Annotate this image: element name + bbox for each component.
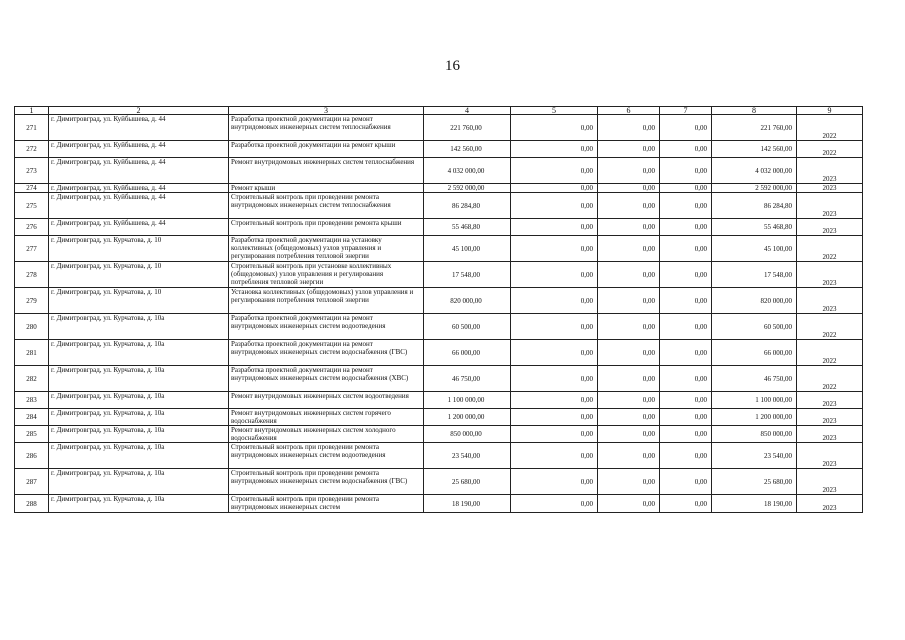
row-number: 279: [15, 288, 49, 314]
amount-cell: 0,00: [660, 392, 712, 409]
address-cell: г. Димитровград, ул. Курчатова, д. 10: [49, 288, 229, 314]
work-description-cell: Строительный контроль при проведении ремонта внутридомовых инженерных систем водоснабжения (ГВС): [229, 469, 424, 495]
table-row: [15, 288, 863, 314]
amount-cell: 0,00: [511, 469, 598, 495]
amount-cell: 0,00: [511, 443, 598, 469]
total-cost-cell: 4 032 000,00: [424, 158, 511, 184]
table-row: [15, 314, 863, 340]
year-cell: 2023: [797, 193, 863, 219]
table-row: [15, 184, 863, 193]
amount-cell: 0,00: [660, 495, 712, 513]
year-cell: 2022: [797, 314, 863, 340]
row-number: 281: [15, 340, 49, 366]
amount-cell: 46 750,00: [712, 366, 797, 392]
amount-cell: 0,00: [660, 366, 712, 392]
amount-cell: 0,00: [511, 141, 598, 158]
header-cell: 8: [712, 107, 797, 115]
row-number: 282: [15, 366, 49, 392]
amount-cell: 0,00: [511, 158, 598, 184]
table-row: [15, 443, 863, 469]
table-body: [15, 107, 863, 513]
work-description-cell: Ремонт внутридомовых инженерных систем холодного водоснабжения: [229, 426, 424, 443]
row-number: 288: [15, 495, 49, 513]
address-cell: г. Димитровград, ул. Куйбышева, д. 44: [49, 184, 229, 193]
row-number: 287: [15, 469, 49, 495]
year-cell: 2023: [797, 443, 863, 469]
amount-cell: 0,00: [598, 469, 660, 495]
amount-cell: 0,00: [511, 314, 598, 340]
row-number: 271: [15, 115, 49, 141]
work-description-cell: Строительный контроль при проведении ремонта крыши: [229, 219, 424, 236]
work-description-cell: Ремонт внутридомовых инженерных систем теплоснабжения: [229, 158, 424, 184]
table-row: [15, 158, 863, 184]
total-cost-cell: 45 100,00: [424, 236, 511, 262]
header-cell: 3: [229, 107, 424, 115]
amount-cell: 221 760,00: [712, 115, 797, 141]
total-cost-cell: 55 468,80: [424, 219, 511, 236]
amount-cell: 0,00: [511, 340, 598, 366]
amount-cell: 0,00: [598, 236, 660, 262]
amount-cell: 0,00: [598, 193, 660, 219]
address-cell: г. Димитровград, ул. Курчатова, д. 10а: [49, 314, 229, 340]
total-cost-cell: 1 100 000,00: [424, 392, 511, 409]
total-cost-cell: 60 500,00: [424, 314, 511, 340]
amount-cell: 0,00: [660, 288, 712, 314]
address-cell: г. Димитровград, ул. Куйбышева, д. 44: [49, 158, 229, 184]
amount-cell: 0,00: [660, 469, 712, 495]
total-cost-cell: 46 750,00: [424, 366, 511, 392]
table-row: [15, 236, 863, 262]
total-cost-cell: 86 284,80: [424, 193, 511, 219]
amount-cell: 0,00: [660, 193, 712, 219]
year-cell: 2023: [797, 158, 863, 184]
header-cell: 7: [660, 107, 712, 115]
address-cell: г. Димитровград, ул. Куйбышева, д. 44: [49, 219, 229, 236]
amount-cell: 0,00: [660, 426, 712, 443]
work-description-cell: Разработка проектной документации на ремонт крыши: [229, 141, 424, 158]
table-row: [15, 366, 863, 392]
amount-cell: 0,00: [598, 443, 660, 469]
address-cell: г. Димитровград, ул. Курчатова, д. 10а: [49, 495, 229, 513]
address-cell: г. Димитровград, ул. Куйбышева, д. 44: [49, 193, 229, 219]
amount-cell: 0,00: [511, 262, 598, 288]
work-description-cell: Разработка проектной документации на ремонт внутридомовых инженерных систем водоотведения: [229, 314, 424, 340]
total-cost-cell: 66 000,00: [424, 340, 511, 366]
row-number: 278: [15, 262, 49, 288]
total-cost-cell: 18 190,00: [424, 495, 511, 513]
year-cell: 2023: [797, 288, 863, 314]
amount-cell: 0,00: [660, 115, 712, 141]
amount-cell: 0,00: [511, 426, 598, 443]
amount-cell: 2 592 000,00: [712, 184, 797, 193]
work-description-cell: Ремонт внутридомовых инженерных систем горячего водоснабжения: [229, 409, 424, 426]
amount-cell: 0,00: [660, 409, 712, 426]
address-cell: г. Димитровград, ул. Курчатова, д. 10а: [49, 409, 229, 426]
amount-cell: 23 540,00: [712, 443, 797, 469]
header-cell: 2: [49, 107, 229, 115]
works-table: [14, 106, 863, 513]
amount-cell: 66 000,00: [712, 340, 797, 366]
address-cell: г. Димитровград, ул. Куйбышева, д. 44: [49, 141, 229, 158]
work-description-cell: Установка коллективных (общедомовых) узлов управления и регулирования потребления тепловой энергии: [229, 288, 424, 314]
work-description-cell: Строительный контроль при проведении ремонта внутридомовых инженерных систем теплоснабжения: [229, 193, 424, 219]
amount-cell: 0,00: [598, 262, 660, 288]
total-cost-cell: 17 548,00: [424, 262, 511, 288]
amount-cell: 0,00: [511, 392, 598, 409]
table-row: [15, 392, 863, 409]
year-cell: 2023: [797, 469, 863, 495]
amount-cell: 0,00: [511, 236, 598, 262]
address-cell: г. Димитровград, ул. Курчатова, д. 10а: [49, 426, 229, 443]
amount-cell: 0,00: [598, 115, 660, 141]
year-cell: 2023: [797, 219, 863, 236]
amount-cell: 142 560,00: [712, 141, 797, 158]
amount-cell: 1 100 000,00: [712, 392, 797, 409]
header-row: [15, 107, 863, 115]
amount-cell: 0,00: [598, 219, 660, 236]
amount-cell: 0,00: [660, 340, 712, 366]
amount-cell: 0,00: [598, 495, 660, 513]
amount-cell: 0,00: [660, 141, 712, 158]
year-cell: 2022: [797, 141, 863, 158]
amount-cell: 0,00: [511, 366, 598, 392]
amount-cell: 0,00: [660, 158, 712, 184]
address-cell: г. Димитровград, ул. Курчатова, д. 10: [49, 262, 229, 288]
table-row: [15, 262, 863, 288]
row-number: 276: [15, 219, 49, 236]
table-row: [15, 495, 863, 513]
amount-cell: 0,00: [511, 409, 598, 426]
year-cell: 2022: [797, 340, 863, 366]
address-cell: г. Димитровград, ул. Курчатова, д. 10а: [49, 469, 229, 495]
amount-cell: 4 032 000,00: [712, 158, 797, 184]
amount-cell: 0,00: [598, 366, 660, 392]
amount-cell: 25 680,00: [712, 469, 797, 495]
row-number: 285: [15, 426, 49, 443]
total-cost-cell: 820 000,00: [424, 288, 511, 314]
work-description-cell: Разработка проектной документации на ремонт внутридомовых инженерных систем водоснабжения (ХВС): [229, 366, 424, 392]
amount-cell: 0,00: [598, 409, 660, 426]
table-row: [15, 141, 863, 158]
amount-cell: 18 190,00: [712, 495, 797, 513]
total-cost-cell: 142 560,00: [424, 141, 511, 158]
year-cell: 2023: [797, 392, 863, 409]
address-cell: г. Димитровград, ул. Курчатова, д. 10а: [49, 443, 229, 469]
work-description-cell: Строительный контроль при проведении ремонта внутридомовых инженерных систем водоотведения: [229, 443, 424, 469]
amount-cell: 850 000,00: [712, 426, 797, 443]
header-cell: 9: [797, 107, 863, 115]
year-cell: 2023: [797, 262, 863, 288]
total-cost-cell: 25 680,00: [424, 469, 511, 495]
work-description-cell: Разработка проектной документации на ремонт внутридомовых инженерных систем водоснабжения (ГВС): [229, 340, 424, 366]
year-cell: 2023: [797, 426, 863, 443]
amount-cell: 0,00: [598, 340, 660, 366]
table-row: [15, 409, 863, 426]
row-number: 284: [15, 409, 49, 426]
amount-cell: 820 000,00: [712, 288, 797, 314]
header-cell: 4: [424, 107, 511, 115]
header-cell: 6: [598, 107, 660, 115]
header-cell: 1: [15, 107, 49, 115]
row-number: 275: [15, 193, 49, 219]
work-description-cell: Разработка проектной документации на установку коллективных (общедомовых) узлов управления и регулирования потребления тепловой энергии: [229, 236, 424, 262]
amount-cell: 17 548,00: [712, 262, 797, 288]
address-cell: г. Димитровград, ул. Курчатова, д. 10: [49, 236, 229, 262]
table-row: [15, 469, 863, 495]
work-description-cell: Ремонт внутридомовых инженерных систем водоотведения: [229, 392, 424, 409]
table-row: [15, 115, 863, 141]
amount-cell: 0,00: [598, 158, 660, 184]
amount-cell: 0,00: [598, 288, 660, 314]
year-cell: 2023: [797, 184, 863, 193]
year-cell: 2022: [797, 366, 863, 392]
row-number: 274: [15, 184, 49, 193]
work-description-cell: Строительный контроль при установке коллективных (общедомовых) узлов управления и регулирования потребления тепловой энергии: [229, 262, 424, 288]
year-cell: 2022: [797, 236, 863, 262]
total-cost-cell: 221 760,00: [424, 115, 511, 141]
amount-cell: 0,00: [660, 443, 712, 469]
work-description-cell: Разработка проектной документации на ремонт внутридомовых инженерных систем теплоснабжения: [229, 115, 424, 141]
total-cost-cell: 2 592 000,00: [424, 184, 511, 193]
row-number: 280: [15, 314, 49, 340]
work-description-cell: Ремонт крыши: [229, 184, 424, 193]
address-cell: г. Димитровград, ул. Курчатова, д. 10а: [49, 392, 229, 409]
work-description-cell: Строительный контроль при проведении ремонта внутридомовых инженерных систем: [229, 495, 424, 513]
amount-cell: 0,00: [511, 184, 598, 193]
amount-cell: 0,00: [511, 193, 598, 219]
amount-cell: 0,00: [598, 141, 660, 158]
amount-cell: 0,00: [660, 184, 712, 193]
amount-cell: 0,00: [598, 184, 660, 193]
total-cost-cell: 23 540,00: [424, 443, 511, 469]
row-number: 273: [15, 158, 49, 184]
address-cell: г. Димитровград, ул. Курчатова, д. 10а: [49, 366, 229, 392]
row-number: 283: [15, 392, 49, 409]
amount-cell: 0,00: [598, 392, 660, 409]
amount-cell: 1 200 000,00: [712, 409, 797, 426]
row-number: 272: [15, 141, 49, 158]
amount-cell: 60 500,00: [712, 314, 797, 340]
address-cell: г. Димитровград, ул. Куйбышева, д. 44: [49, 115, 229, 141]
amount-cell: 0,00: [660, 262, 712, 288]
amount-cell: 0,00: [660, 314, 712, 340]
amount-cell: 0,00: [511, 495, 598, 513]
address-cell: г. Димитровград, ул. Курчатова, д. 10а: [49, 340, 229, 366]
amount-cell: 0,00: [511, 219, 598, 236]
table-row: [15, 193, 863, 219]
header-cell: 5: [511, 107, 598, 115]
table-row: [15, 219, 863, 236]
page-number: 16: [445, 58, 460, 74]
amount-cell: 55 468,80: [712, 219, 797, 236]
amount-cell: 0,00: [598, 314, 660, 340]
amount-cell: 0,00: [511, 288, 598, 314]
year-cell: 2023: [797, 409, 863, 426]
amount-cell: 0,00: [660, 219, 712, 236]
row-number: 286: [15, 443, 49, 469]
year-cell: 2022: [797, 115, 863, 141]
year-cell: 2023: [797, 495, 863, 513]
amount-cell: 0,00: [511, 115, 598, 141]
amount-cell: 0,00: [598, 426, 660, 443]
amount-cell: 0,00: [660, 236, 712, 262]
table-row: [15, 426, 863, 443]
amount-cell: 45 100,00: [712, 236, 797, 262]
table-row: [15, 340, 863, 366]
row-number: 277: [15, 236, 49, 262]
amount-cell: 86 284,80: [712, 193, 797, 219]
total-cost-cell: 850 000,00: [424, 426, 511, 443]
total-cost-cell: 1 200 000,00: [424, 409, 511, 426]
